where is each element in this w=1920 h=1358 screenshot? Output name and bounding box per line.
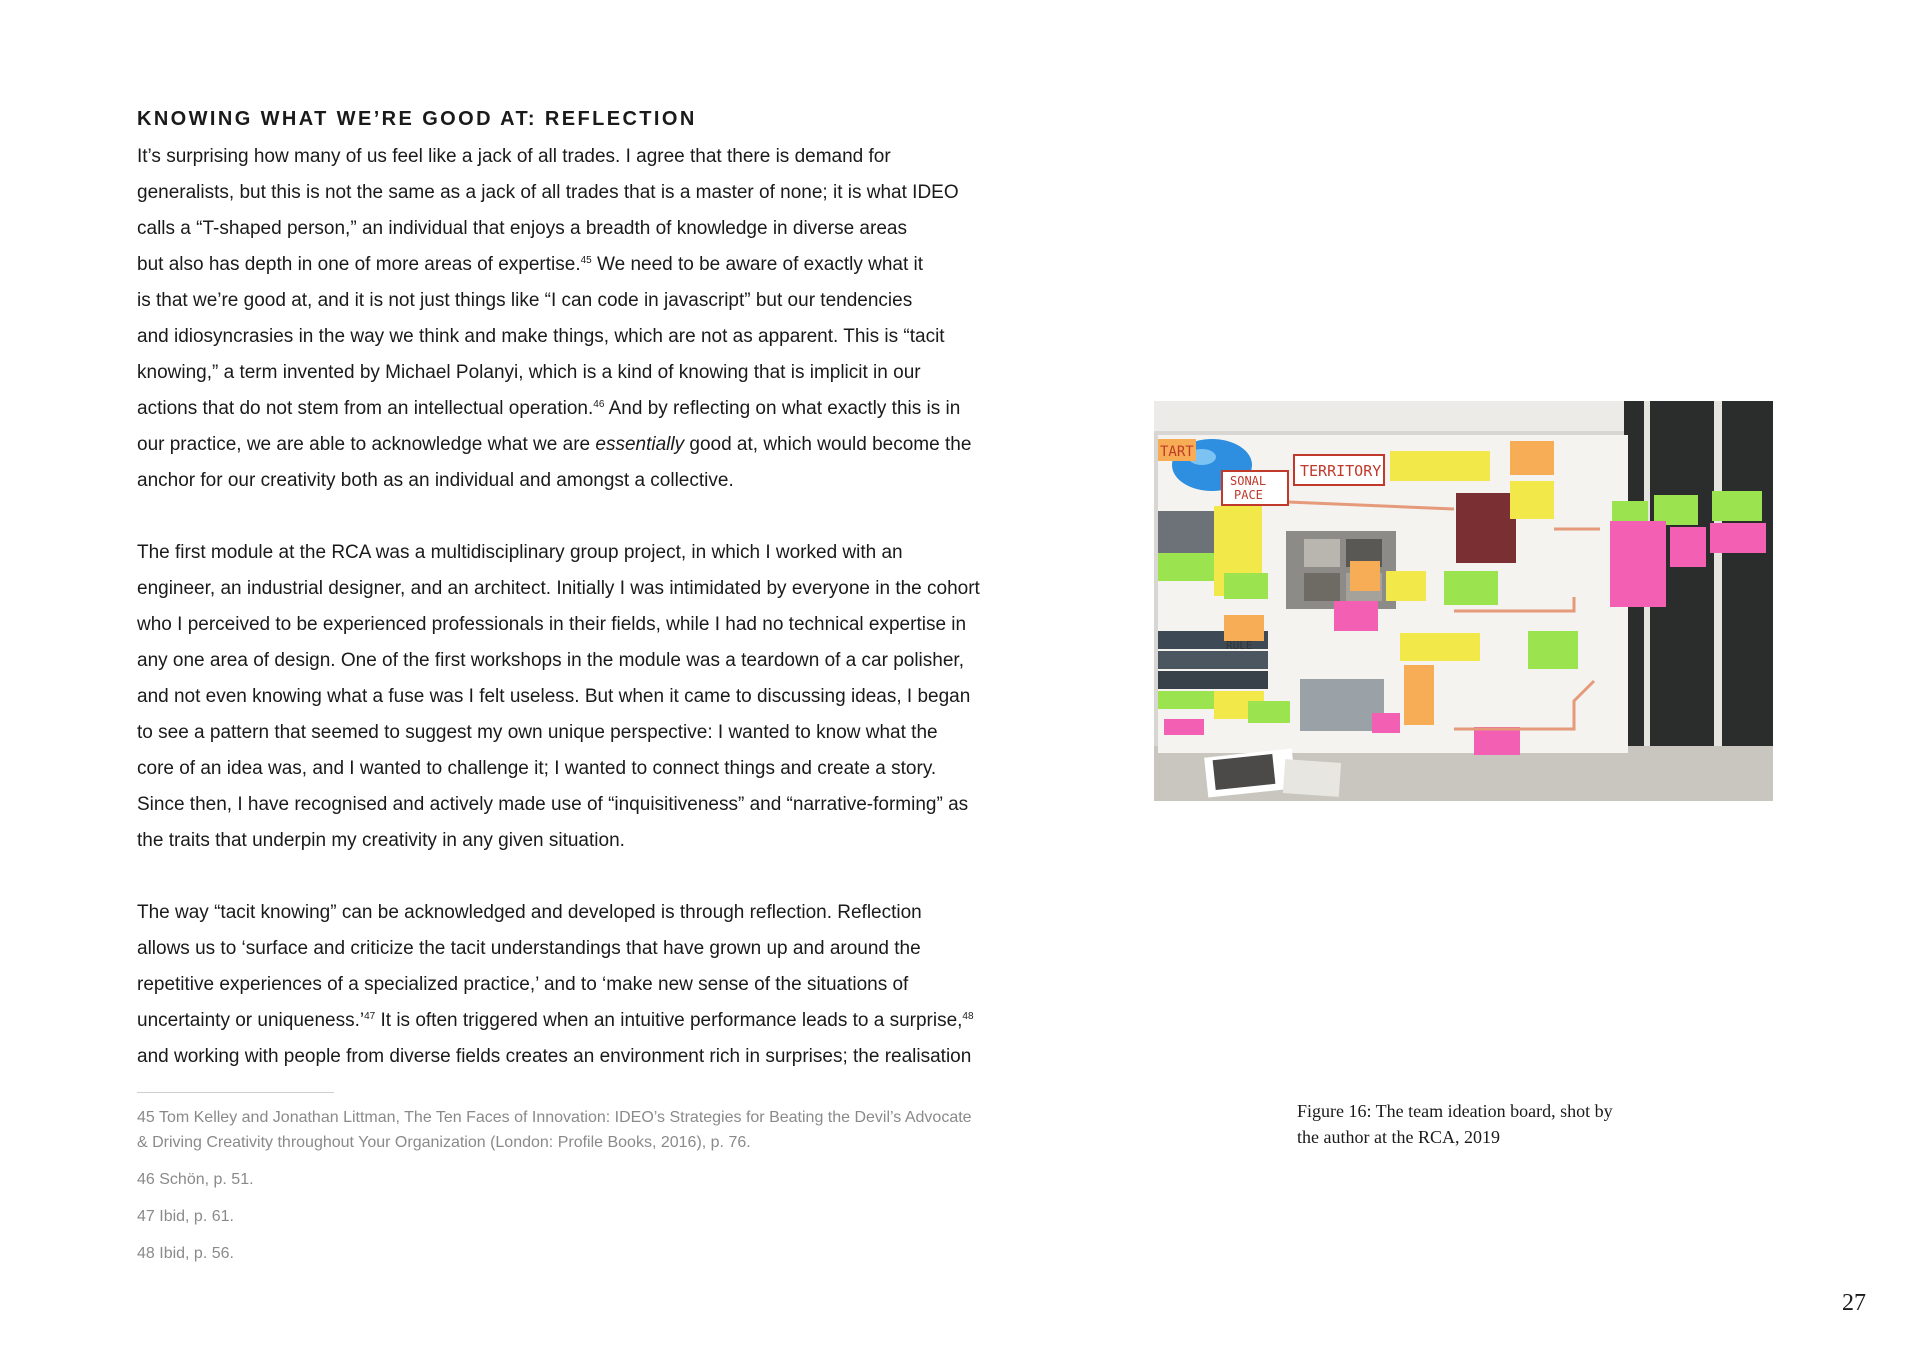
footnote-46: 46 Schön, p. 51. [137,1171,254,1188]
text-segment: but also has depth in one of more areas of expertise. [137,254,581,275]
sticky-note-pink [1610,521,1666,607]
sticky-note-orange [1404,665,1434,725]
figure-caption [1297,1098,1677,1150]
sticky-note-pink [1670,527,1706,567]
sticky-note-orange [1224,615,1264,641]
text-line: engineer, an industrial designer, and an architect. Initially I was intimidated by everyone in the cohort [137,578,980,599]
board-label-territory: TERRITORY [1300,462,1382,480]
emphasis-essentially: essentially [595,434,685,455]
text-line: any one area of design. One of the first workshops in the module was a teardown of a car polisher, [137,650,964,671]
footnote-line: 45 Tom Kelley and Jonathan Littman, The Ten Faces of Innovation: IDEO’s Strategies for Beating the Devil’s Advocate [137,1109,972,1126]
sticky-note-pink [1334,601,1378,631]
footnote-47: 47 Ibid, p. 61. [137,1208,234,1225]
text-segment: It is often triggered when an intuitive performance leads to a surprise, [375,1010,963,1031]
sticky-note-green [1654,495,1698,525]
sticky-note-orange [1510,441,1554,475]
text-line: is that we’re good at, and it is not just things like “I can code in javascript” but our tendencies [137,290,913,311]
footnote-45 [137,1105,1037,1155]
printout-on-table [1283,759,1341,797]
caption-line: the author at the RCA, 2019 [1297,1127,1500,1147]
text-line: anchor for our creativity both as an individual and amongst a collective. [137,470,734,491]
text-segment: good at, which would become the [684,434,972,455]
figure-photo-ideation-board [1154,401,1773,801]
footnote-ref-48: 48 [962,1011,974,1022]
footnote-ref-47: 47 [364,1011,376,1022]
sticky-note-pink [1372,713,1400,733]
board-label-personal: SONAL [1230,474,1267,488]
text-line [137,391,1037,427]
sticky-note-green [1158,553,1214,581]
page-number: 27 [1842,1290,1866,1316]
section-heading: KNOWING WHAT WE’RE GOOD AT: REFLECTION [137,108,697,130]
body-text [137,139,1037,1111]
text-line [137,427,1037,463]
photo-grid-red [1456,493,1516,563]
sticky-note-green [1528,631,1578,669]
sticky-note-green [1224,573,1268,599]
sticky-note-yellow [1510,481,1554,519]
footnote-ref-46: 46 [593,399,605,410]
sticky-note-yellow [1386,571,1426,601]
sticker-sheet [1300,679,1384,731]
text-line: calls a “T-shaped person,” an individual that enjoys a breadth of knowledge in diverse areas [137,218,907,239]
sticky-note-pink [1474,727,1520,755]
text-segment: actions that do not stem from an intellectual operation. [137,398,594,419]
paragraph-1 [137,139,1037,499]
photo-print [1158,651,1268,669]
text-line: core of an idea was, and I wanted to challenge it; I wanted to connect things and create a story. [137,758,937,779]
caption-line: Figure 16: The team ideation board, shot by [1297,1101,1613,1121]
sticky-note-green [1444,571,1498,605]
footnote-divider [137,1092,334,1093]
text-line: to see a pattern that seemed to suggest my own unique perspective: I wanted to know what the [137,722,938,743]
paragraph-2 [137,535,1037,859]
footnote-ref-45: 45 [580,255,592,266]
text-segment: our practice, we are able to acknowledge what we are [137,434,596,455]
text-segment: uncertainty or uniqueness.’ [137,1010,365,1031]
window-frame [1714,401,1722,801]
text-line: knowing,” a term invented by Michael Polanyi, which is a kind of knowing that is implicit in our [137,362,921,383]
sticky-note-pink [1164,719,1204,735]
photo-print [1304,539,1340,567]
text-line [137,247,1037,283]
text-segment: And by reflecting on what exactly this is in [604,398,961,419]
sticky-note-green [1158,691,1214,709]
text-line: who I perceived to be experienced professionals in their fields, while I had no technical expertise in [137,614,967,635]
text-line: repetitive experiences of a specialized practice,’ and to ‘make new sense of the situations of [137,974,909,995]
footnote-48: 48 Ibid, p. 56. [137,1245,234,1262]
sticky-note-green [1712,491,1762,521]
printout-photo [1213,754,1276,790]
footnote-line: & Driving Creativity throughout Your Organization (London: Profile Books, 2016), p. 76. [137,1134,751,1151]
text-line: allows us to ‘surface and criticize the tacit understandings that have grown up and around the [137,938,921,959]
sticky-note-green [1248,701,1290,723]
text-segment: We need to be aware of exactly what it [591,254,924,275]
sticky-note-pink [1710,523,1766,553]
sticky-note-yellow [1390,451,1490,481]
text-line: The way “tacit knowing” can be acknowledged and developed is through reflection. Reflection [137,902,922,923]
board-label-start: TART [1160,444,1194,460]
paragraph-3 [137,895,1037,1075]
text-line: and working with people from diverse fields creates an environment rich in surprises; the realisation [137,1046,972,1067]
text-line: Since then, I have recognised and actively made use of “inquisitiveness” and “narrative-forming” as [137,794,969,815]
photo-print [1304,573,1340,601]
text-line: It’s surprising how many of us feel like a jack of all trades. I agree that there is demand for [137,146,891,167]
footnotes [137,1105,1037,1278]
ideation-board-illustration [1154,401,1773,801]
text-line: the traits that underpin my creativity in any given situation. [137,830,625,851]
sticky-note-yellow [1400,633,1480,661]
board-label-space: PACE [1234,488,1263,502]
text-line: The first module at the RCA was a multidisciplinary group project, in which I worked with an [137,542,903,563]
board-label-rule: RULE [1226,639,1253,652]
text-line: and not even knowing what a fuse was I felt useless. But when it came to discussing ideas, I began [137,686,971,707]
sticky-note-orange [1350,561,1380,591]
text-line: and idiosyncrasies in the way we think and make things, which are not as apparent. This is “tacit [137,326,945,347]
photo-print [1158,671,1268,689]
text-line [137,1003,1037,1039]
text-line: generalists, but this is not the same as a jack of all trades that is a master of none; it is what IDEO [137,182,959,203]
